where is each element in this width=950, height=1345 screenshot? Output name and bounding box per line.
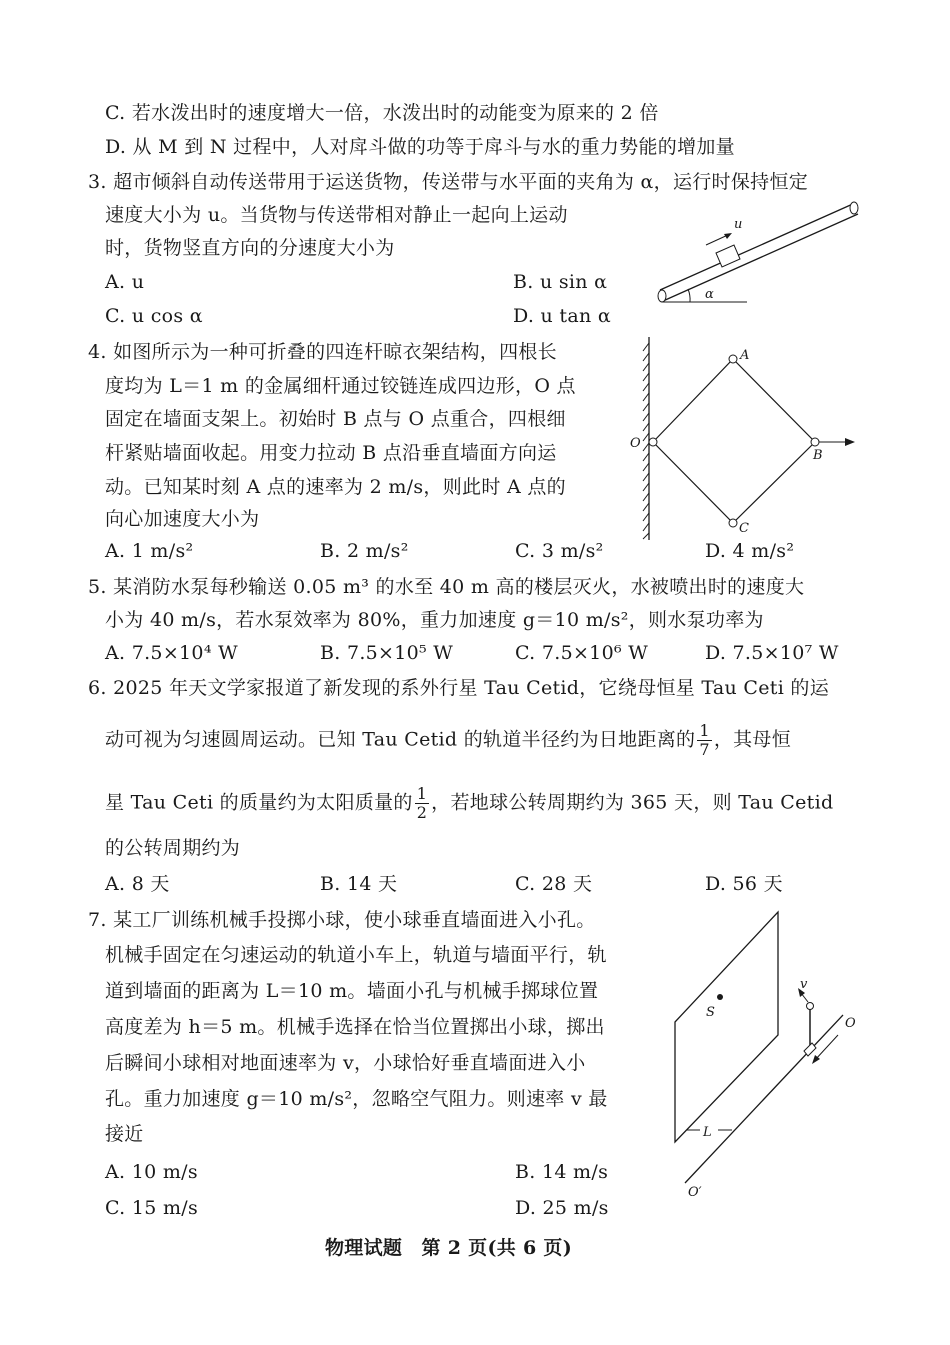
option-a: A. u: [105, 271, 145, 293]
option-b: B. 14 天: [320, 873, 398, 895]
question-text: 固定在墙面支架上。初始时 B 点与 O 点重合，四根细: [105, 408, 566, 430]
question-text: 3. 超市倾斜自动传送带用于运送货物，传送带与水平面的夹角为 α，运行时保持恒定: [88, 171, 809, 193]
text: 动可视为匀速圆周运动。已知 Tau Cetid 的轨道半径约为日地距离的: [105, 728, 696, 751]
point-a-label: A: [740, 348, 750, 363]
option-d: D. 7.5×10⁷ W: [705, 642, 839, 664]
point-c-label: C: [739, 521, 749, 536]
question-text: 小为 40 m/s，若水泵效率为 80%，重力加速度 g＝10 m/s²，则水泵功率为: [105, 609, 764, 631]
question-text: [105, 785, 833, 822]
fraction: [415, 785, 429, 822]
option-a: A. 1 m/s²: [105, 540, 194, 562]
velocity-v-label: v: [800, 977, 808, 992]
option-d: D. 25 m/s: [515, 1197, 609, 1219]
hole-s-label: S: [706, 1005, 715, 1020]
question-text: 动。已知某时刻 A 点的速率为 2 m/s，则此时 A 点的: [105, 476, 566, 498]
option-a: A. 7.5×10⁴ W: [105, 642, 238, 664]
numerator: 1: [699, 721, 710, 740]
option-d: D. u tan α: [513, 305, 611, 327]
text: ，若地球公转周期约为 365 天，则 Tau Cetid: [431, 791, 834, 814]
question-text: 5. 某消防水泵每秒输送 0.05 m³ 的水至 40 m 高的楼层灭火，水被喷出时的速度大: [88, 576, 805, 598]
point-o-label: O: [630, 436, 641, 451]
denominator: 7: [699, 740, 710, 759]
option-c: C. u cos α: [105, 305, 203, 327]
option-c: C. 7.5×10⁶ W: [515, 642, 649, 664]
question-text: 接近: [105, 1123, 144, 1145]
text: 星 Tau Ceti 的质量约为太阳质量的: [105, 791, 413, 814]
question-text: [105, 722, 791, 759]
option-b: B. 7.5×10⁵ W: [320, 642, 454, 664]
point-b-label: B: [813, 448, 823, 463]
option-a: A. 8 天: [105, 873, 170, 895]
velocity-label: u: [734, 217, 743, 232]
option-b: B. u sin α: [513, 271, 608, 293]
option-c: C. 15 m/s: [105, 1197, 199, 1219]
question-text: 杆紧贴墙面收起。用变力拉动 B 点沿垂直墙面方向运: [105, 442, 557, 464]
question-text: 向心加速度大小为: [105, 508, 260, 530]
question-text: 7. 某工厂训练机械手投掷小球，使小球垂直墙面进入小孔。: [88, 909, 596, 931]
question-text: 速度大小为 u。当货物与传送带相对静止一起向上运动: [105, 204, 568, 226]
question-text: 度均为 L＝1 m 的金属细杆通过铰链连成四边形，O 点: [105, 375, 576, 397]
distance-l-label: L: [703, 1125, 712, 1140]
question-text: 4. 如图所示为一种可折叠的四连杆晾衣架结构，四根长: [88, 341, 557, 363]
option-c: C. 3 m/s²: [515, 540, 604, 562]
conveyor-belt-diagram: [650, 200, 865, 310]
option-c: C. 28 天: [515, 873, 593, 895]
question-text: 时，货物竖直方向的分速度大小为: [105, 237, 395, 259]
question-text: 后瞬间小球相对地面速率为 v，小球恰好垂直墙面进入小: [105, 1052, 586, 1074]
question-text: 道到墙面的距离为 L＝10 m。墙面小孔与机械手掷球位置: [105, 980, 599, 1002]
question-text: 高度差为 h＝5 m。机械手选择在恰当位置掷出小球，掷出: [105, 1016, 605, 1038]
page-footer: 物理试题 第 2 页(共 6 页): [325, 1237, 572, 1259]
track-end-o-label: O: [845, 1016, 856, 1031]
question-text: 的公转周期约为: [105, 837, 241, 859]
numerator: 1: [416, 784, 428, 803]
angle-label: α: [705, 287, 714, 302]
option-d: D. 从 M 到 N 过程中，人对戽斗做的功等于戽斗与水的重力势能的增加量: [105, 136, 735, 158]
option-a: A. 10 m/s: [105, 1161, 198, 1183]
text: ，其母恒: [713, 728, 792, 751]
option-b: B. 14 m/s: [515, 1161, 609, 1183]
question-text: 机械手固定在匀速运动的轨道小车上，轨道与墙面平行，轨: [105, 944, 607, 966]
four-bar-linkage-diagram: [625, 335, 865, 545]
option-c: C. 若水泼出时的速度增大一倍，水泼出时的动能变为原来的 2 倍: [105, 102, 659, 124]
question-text: 孔。重力加速度 g＝10 m/s²，忽略空气阻力。则速率 v 最: [105, 1088, 608, 1110]
question-text: 6. 2025 年天文学家报道了新发现的系外行星 Tau Cetid，它绕母恒星 Tau Ceti 的运: [88, 677, 830, 699]
robot-arm-wall-diagram: [650, 900, 870, 1210]
option-d: D. 56 天: [705, 873, 783, 895]
fraction: [697, 722, 711, 759]
option-d: D. 4 m/s²: [705, 540, 795, 562]
option-b: B. 2 m/s²: [320, 540, 409, 562]
track-end-o-prime-label: O′: [688, 1185, 702, 1200]
denominator: 2: [416, 803, 428, 822]
